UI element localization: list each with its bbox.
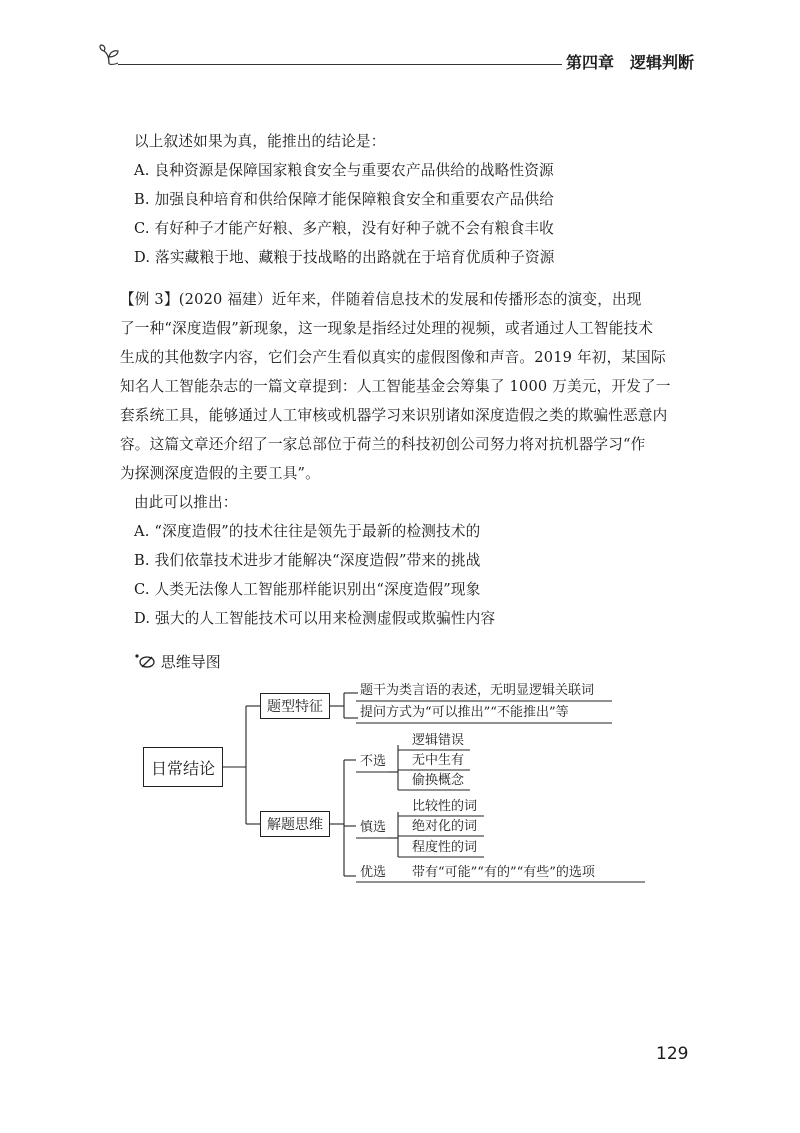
example-option-a: A. “深度造假”的技术往往是领先于最新的检测技术的 <box>134 523 481 540</box>
example-line-2: 了一种“深度造假”新现象，这一现象是指经过处理的视频，或者通过人工智能技术 <box>120 320 654 337</box>
example-line-5: 套系统工具，能够通过人工审核或机器学习来识别诸如深度造假之类的欺骗性恶意内 <box>120 407 668 424</box>
mindmap-feature-1: 题干为类言语的表述，无明显逻辑关联词 <box>360 683 595 698</box>
option-a: A. 良种资源是保障国家粮食安全与重要农产品供给的战略性资源 <box>134 162 554 179</box>
example-line-3: 生成的其他数字内容，它们会产生看似真实的虚假图像和声音。2019 年初，某国际 <box>120 349 666 366</box>
example-line-4: 知名人工智能杂志的一篇文章提到：人工智能基金会筹集了 1000 万美元，开发了一 <box>120 378 671 395</box>
mindmap-group-preferred: 优选 <box>360 865 387 880</box>
mindmap-group-cautious: 慎选 <box>360 820 387 835</box>
mindmap-cautious-item-1: 比较性的词 <box>412 799 478 814</box>
mindmap-branch-question-features: 题型特征 <box>260 693 330 719</box>
mindmap-cautious-item-2: 绝对化的词 <box>412 819 478 834</box>
mindmap-exclude-item-3: 偷换概念 <box>412 773 465 788</box>
mindmap-feature-2: 提问方式为“可以推出”“不能推出”等 <box>360 705 569 720</box>
example-option-d: D. 强大的人工智能技术可以用来检测虚假或欺骗性内容 <box>134 610 496 627</box>
example-stem: 由此可以推出： <box>134 494 238 511</box>
example-line-6: 容。这篇文章还介绍了一家总部位于荷兰的科技初创公司努力将对抗机器学习“作 <box>120 436 646 453</box>
question-stem: 以上叙述如果为真，能推出的结论是： <box>134 133 386 150</box>
mindmap-exclude-item-2: 无中生有 <box>412 753 465 768</box>
option-d: D. 落实藏粮于地、藏粮于技战略的出路就在于培育优质种子资源 <box>134 249 555 266</box>
example-line-7: 为探测深度造假的主要工具”。 <box>120 465 320 482</box>
mindmap-title: 思维导图 <box>160 653 221 671</box>
mindmap-branch-solving-thinking: 解题思维 <box>260 811 330 837</box>
example-line-1: 【例 3】(2020 福建）近年来，伴随着信息技术的发展和传播形态的演变，出现 <box>120 291 642 308</box>
mindmap-exclude-item-1: 逻辑错误 <box>412 733 465 748</box>
mindmap-preferred-item-1: 带有“可能”“有的”“有些”的选项 <box>412 865 595 880</box>
page-number: 129 <box>656 1044 689 1064</box>
mindmap-root: 日常结论 <box>143 747 223 787</box>
option-b: B. 加强良种培育和供给保障才能保障粮食安全和重要农产品供给 <box>134 191 555 208</box>
chapter-title: 第四章 逻辑判断 <box>566 53 695 72</box>
option-c: C. 有好种子才能产好粮、多产粮，没有好种子就不会有粮食丰收 <box>134 220 554 237</box>
example-option-b: B. 我们依靠技术进步才能解决“深度造假”带来的挑战 <box>134 552 481 569</box>
example-option-c: C. 人类无法像人工智能那样能识别出“深度造假”现象 <box>134 581 481 598</box>
mindmap-cautious-item-3: 程度性的词 <box>412 840 478 855</box>
mindmap-group-exclude: 不选 <box>360 754 387 769</box>
